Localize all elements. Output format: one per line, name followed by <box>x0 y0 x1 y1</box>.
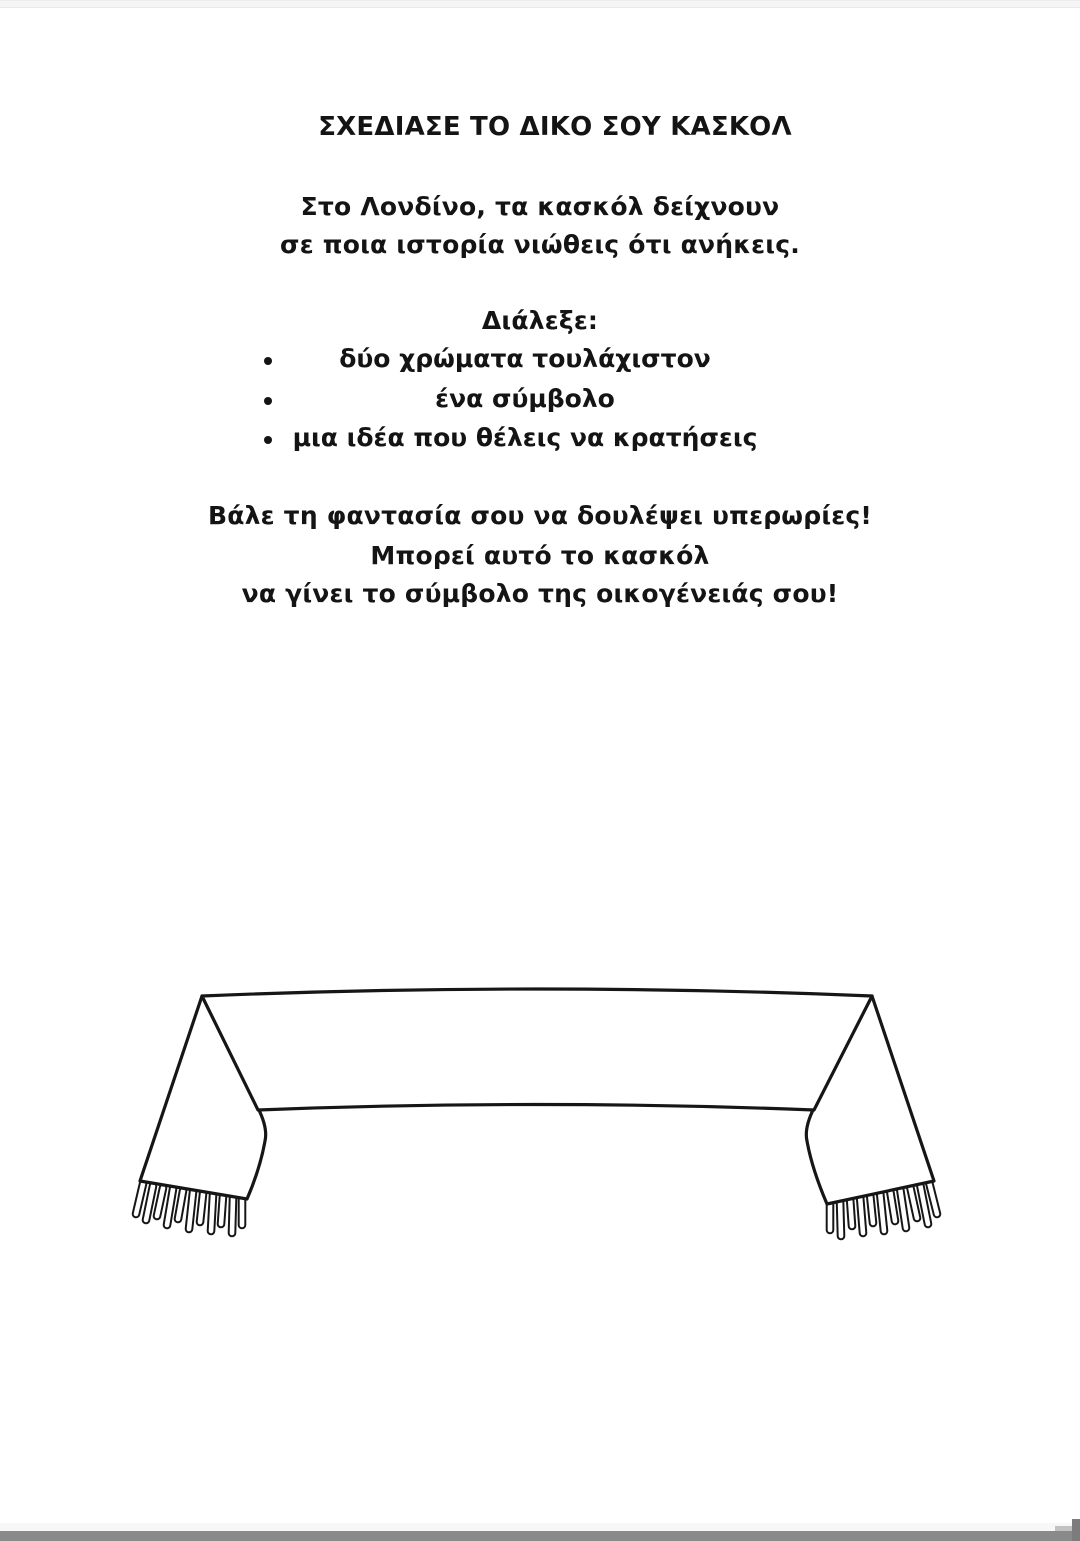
choose-heading: Διάλεξε: <box>481 306 599 335</box>
intro-line-1: Στο Λονδίνο, τα κασκόλ δείχνουν <box>300 192 780 221</box>
list-item <box>230 342 820 376</box>
page-title: ΣΧΕΔΙΑΣΕ ΤΟ ΔΙΚΟ ΣΟΥ ΚΑΣΚΟΛ <box>318 112 792 142</box>
bullet-dot <box>264 436 272 444</box>
closing-line-1: Βάλε τη φαντασία σου να δουλέψει υπερωρίες! <box>208 501 872 530</box>
horizontal-scrollbar-track <box>0 1523 1073 1531</box>
list-item-label: δύο χρώματα τουλάχιστον <box>339 344 711 373</box>
scarf-band <box>202 989 872 1110</box>
scarf-drawing <box>135 978 945 1250</box>
bullet-dot <box>264 357 272 365</box>
viewer-bottom-bar <box>0 1531 1080 1541</box>
vertical-scrollbar-thumb[interactable] <box>1072 1519 1080 1541</box>
list-item <box>230 382 820 416</box>
bullet-dot <box>264 397 272 405</box>
list-item-label: ένα σύμβολο <box>435 384 615 413</box>
page-top-edge-strip <box>0 0 1080 8</box>
intro-line-2: σε ποια ιστορία νιώθεις ότι ανήκεις. <box>280 230 800 259</box>
list-item <box>230 421 820 455</box>
closing-line-2: Μπορεί αυτό το κασκόλ <box>370 541 710 570</box>
closing-line-3: να γίνει το σύμβολο της οικογένειάς σου! <box>241 579 839 608</box>
list-item-label: μια ιδέα που θέλεις να κρατήσεις <box>292 423 758 452</box>
